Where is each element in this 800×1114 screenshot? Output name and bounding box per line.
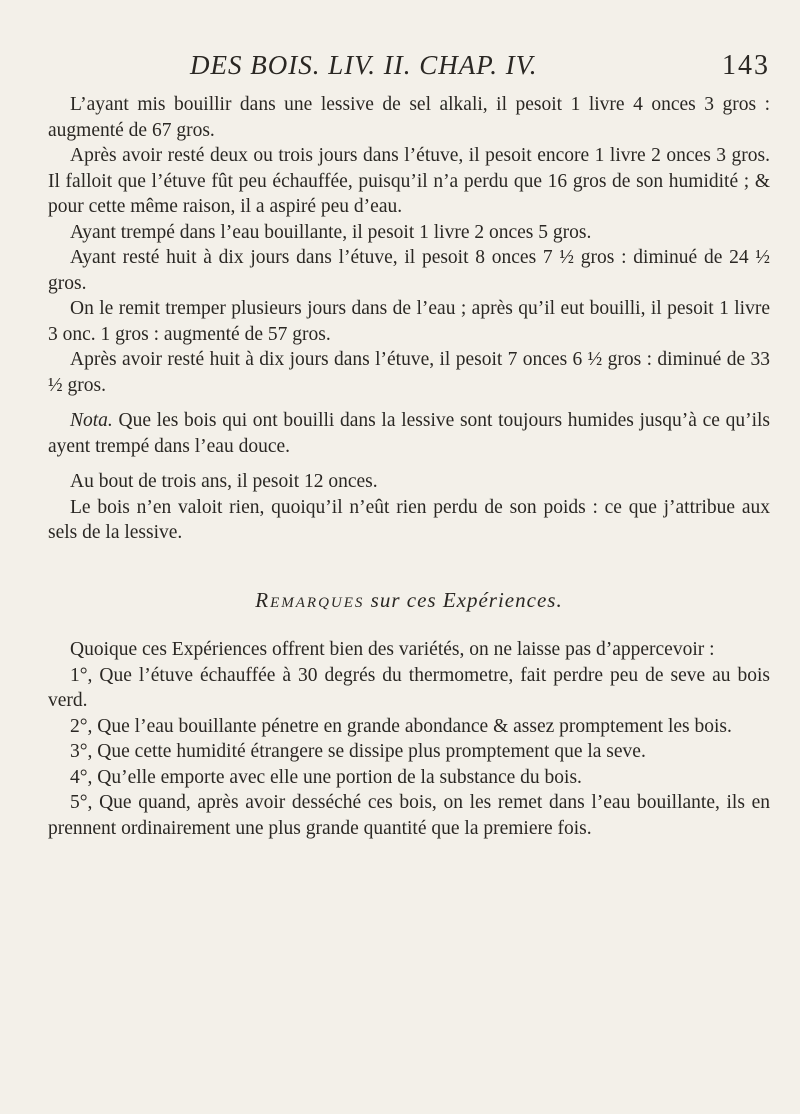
remark-item: 1°, Que l’étuve échauffée à 30 degrés du thermometre, fait perdre peu de seve au bois verd.: [48, 664, 770, 711]
remark-item: 4°, Qu’elle emporte avec elle une portion de la substance du bois.: [70, 766, 582, 788]
body-text: [48, 92, 770, 841]
paragraph: On le remit tremper plusieurs jours dans de l’eau ; après qu’il eut bouilli, il pesoit 1 livre 3 onc. 1 gros : augmenté de 57 gros.: [48, 298, 770, 345]
paragraph: Au bout de trois ans, il pesoit 12 onces.: [70, 471, 378, 492]
paragraph: Après avoir resté deux ou trois jours dans l’étuve, il pesoit encore 1 livre 2 onces 3 gros. Il falloit que l’étuve fût peu échauffée, puisqu’il n’a perdu que 16 gros de son humidité ; & pour cette même raison, il a aspiré peu d’eau.: [48, 145, 770, 217]
paragraph: Après avoir resté huit à dix jours dans l’étuve, il pesoit 7 onces 6 ½ gros : diminué de 33 ½ gros.: [48, 349, 770, 396]
section-heading-rest: sur ces Expériences.: [364, 587, 563, 612]
page-header: [190, 50, 770, 90]
nota-paragraph: [48, 408, 770, 459]
paragraph: Le bois n’en valoit rien, quoiqu’il n’eût rien perdu de son poids : ce que j’attribue aux sels de la lessive.: [48, 496, 770, 543]
page-number: 143: [722, 50, 770, 81]
nota-text: Que les bois qui ont bouilli dans la lessive sont toujours humides jusqu’à ce qu’ils ayent trempé dans l’eau douce.: [48, 410, 770, 457]
section-heading-caps: Remarques: [255, 587, 365, 612]
section-heading: [48, 588, 770, 614]
paragraph: L’ayant mis bouillir dans une lessive de sel alkali, il pesoit 1 livre 4 onces 3 gros : augmenté de 67 gros.: [48, 94, 770, 141]
paragraph: Quoique ces Expériences offrent bien des variétés, on ne laisse pas d’appercevoir :: [70, 639, 715, 660]
nota-label: Nota.: [70, 410, 113, 431]
running-title: DES BOIS. LIV. II. CHAP. IV.: [190, 50, 538, 80]
remark-item: 2°, Que l’eau bouillante pénetre en grande abondance & assez promptement les bois.: [70, 715, 732, 737]
remark-item: 5°, Que quand, après avoir desséché ces bois, on les remet dans l’eau bouillante, ils en prennent ordinairement une plus grande quantité que la premiere fois.: [48, 792, 770, 839]
paragraph: Ayant trempé dans l’eau bouillante, il pesoit 1 livre 2 onces 5 gros.: [70, 221, 592, 243]
remark-item: 3°, Que cette humidité étrangere se dissipe plus promptement que la seve.: [70, 741, 646, 762]
paragraph: Ayant resté huit à dix jours dans l’étuve, il pesoit 8 onces 7 ½ gros : diminué de 24 ½ gros.: [48, 247, 770, 294]
